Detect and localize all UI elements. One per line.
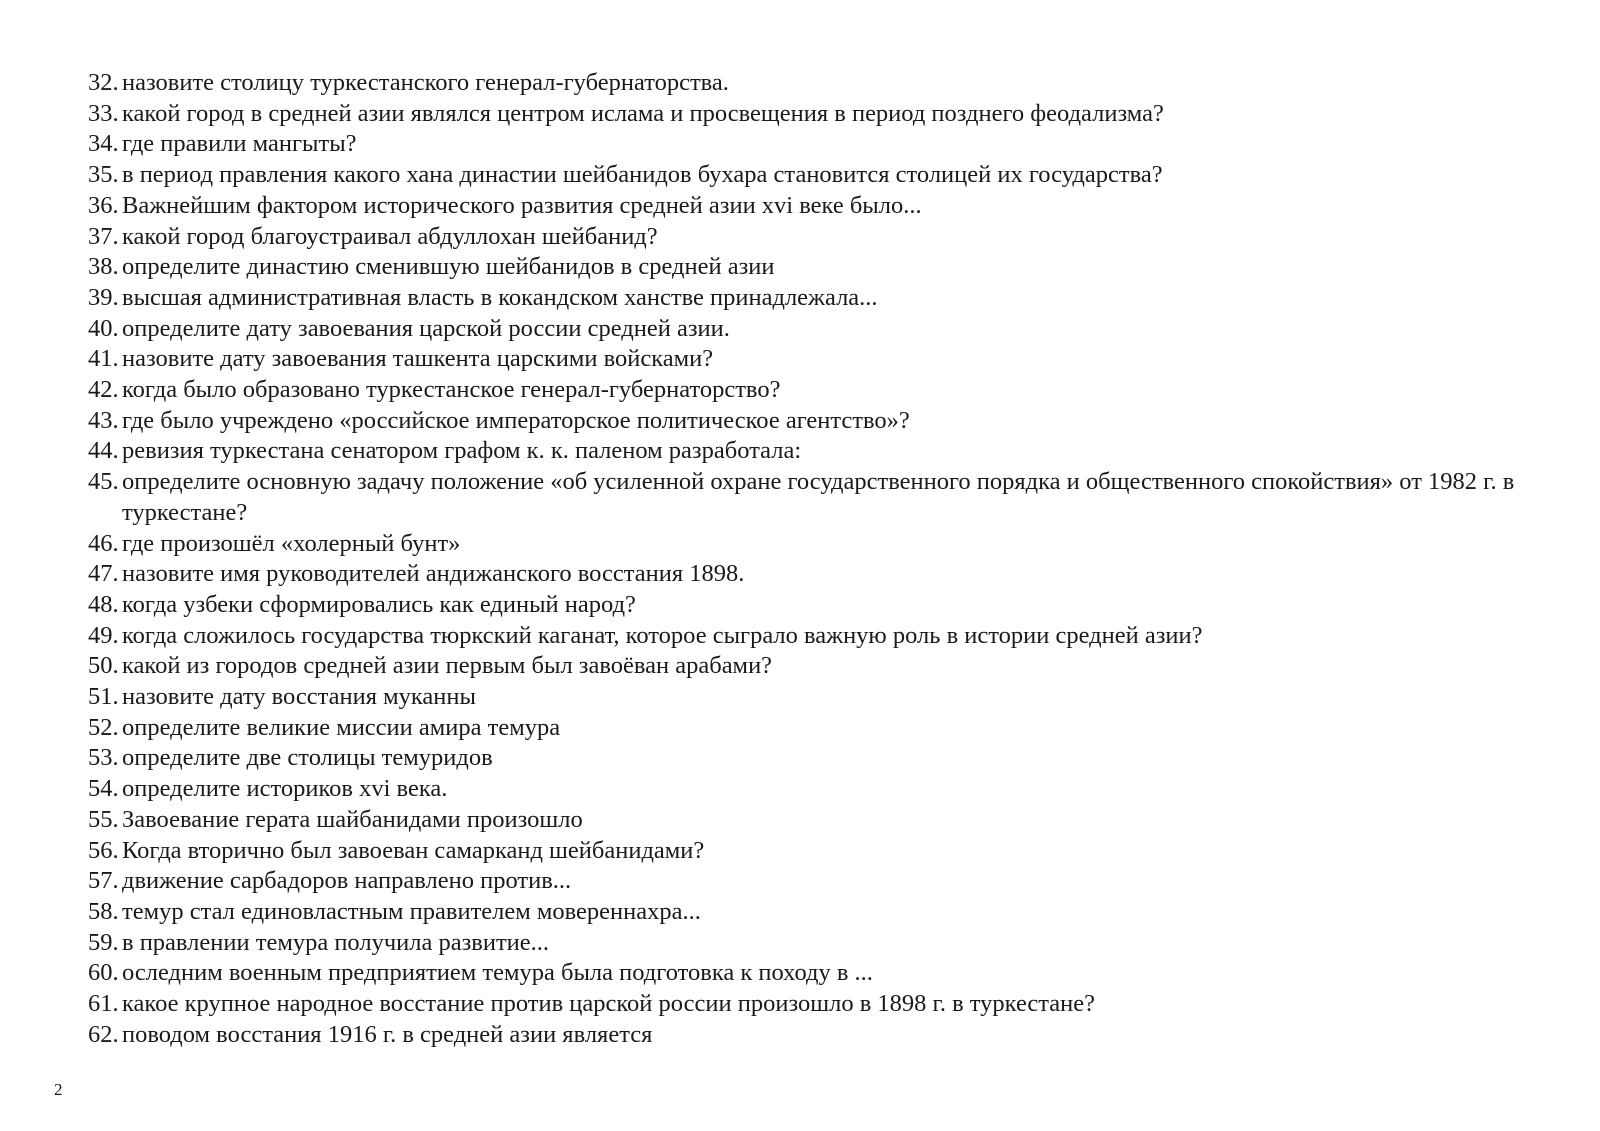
question-item [88, 99, 1578, 130]
question-text: какой город благоустраивал абдуллохан шейбанид? [122, 222, 658, 250]
question-number: 47. [88, 560, 119, 588]
question-number: 53. [88, 744, 119, 772]
question-text: где произошёл «холерный бунт» [122, 529, 461, 557]
question-number: 35. [88, 161, 119, 189]
question-number: 41. [88, 345, 119, 373]
question-item [88, 252, 1578, 283]
question-item [88, 621, 1578, 652]
question-number: 45. [88, 468, 119, 496]
question-item [88, 774, 1578, 805]
question-number: 54. [88, 775, 119, 803]
question-item [88, 191, 1578, 222]
question-text: назовите дату восстания муканны [122, 683, 476, 711]
question-item [88, 344, 1578, 375]
question-number: 62. [88, 1020, 119, 1048]
question-text: ревизия туркестана сенатором графом к. к. паленом разработала: [122, 437, 802, 465]
question-number: 44. [88, 437, 119, 465]
question-text: поводом восстания 1916 г. в средней азии является [122, 1020, 653, 1048]
question-text: когда сложилось государства тюркский каганат, которое сыграло важную роль в истории средней азии? [122, 621, 1203, 649]
question-text: какое крупное народное восстание против царской россии произошло в 1898 г. в туркестане? [122, 990, 1096, 1018]
question-number: 36. [88, 191, 119, 219]
question-text: где было учреждено «российское императорское политическое агентство»? [122, 406, 910, 434]
question-text: назовите столицу туркестанского генерал-губернаторства. [122, 69, 729, 96]
question-text: Когда вторично был завоеван самарканд шейбанидами? [122, 836, 705, 864]
question-text: где правили мангыты? [122, 130, 357, 158]
question-item [88, 559, 1578, 590]
question-item [88, 805, 1578, 836]
question-item [88, 836, 1578, 867]
question-item [88, 989, 1578, 1020]
question-text: Завоевание герата шайбанидами произошло [122, 805, 583, 833]
question-item [88, 590, 1578, 621]
question-item [88, 1020, 1578, 1051]
question-item [88, 283, 1578, 314]
question-item [88, 406, 1578, 437]
question-number: 33. [88, 99, 119, 127]
question-text: оследним военным предприятием темура была подготовка к походу в ... [122, 959, 873, 987]
question-number: 38. [88, 253, 119, 281]
question-text: определите историков xvi века. [122, 775, 448, 803]
question-text: определите великие миссии амира темура [122, 713, 561, 741]
question-list [88, 68, 1578, 1051]
question-number: 43. [88, 406, 119, 434]
question-text: в период правления какого хана династии шейбанидов бухара становится столицей их государства? [122, 161, 1163, 189]
question-item [88, 160, 1578, 191]
question-number: 59. [88, 928, 119, 956]
question-number: 52. [88, 713, 119, 741]
question-item [88, 375, 1578, 406]
question-text: определите дату завоевания царской россии средней азии. [122, 314, 730, 342]
question-text: определите основную задачу положение «об усиленной охране государственного порядка и общественного спокойствия» от 1982 г. в туркестане? [122, 468, 1515, 526]
question-number: 39. [88, 283, 119, 311]
question-item [88, 713, 1578, 744]
question-number: 34. [88, 130, 119, 158]
question-text: назовите имя руководителей андижанского восстания 1898. [122, 560, 745, 588]
question-item [88, 958, 1578, 989]
question-text: движение сарбадоров направлено против... [122, 867, 572, 895]
question-text: в правлении темура получила развитие... [122, 928, 550, 956]
question-number: 57. [88, 867, 119, 895]
question-number: 58. [88, 897, 119, 925]
question-text: Важнейшим фактором исторического развития средней азии xvi веке было... [122, 191, 922, 219]
question-number: 48. [88, 590, 119, 618]
question-item [88, 529, 1578, 560]
question-number: 46. [88, 529, 119, 557]
question-text: высшая административная власть в кокандском ханстве принадлежала... [122, 283, 878, 311]
question-text: какой город в средней азии являлся центром ислама и просвещения в период позднего феодализма? [122, 99, 1164, 127]
question-number: 40. [88, 314, 119, 342]
question-text: назовите дату завоевания ташкента царскими войсками? [122, 345, 714, 373]
question-number: 49. [88, 621, 119, 649]
question-item [88, 467, 1578, 528]
question-item [88, 129, 1578, 160]
question-number: 56. [88, 836, 119, 864]
question-item [88, 651, 1578, 682]
question-text: темур стал единовластным правителем мовереннахра... [122, 897, 701, 925]
question-number: 37. [88, 222, 119, 250]
question-text: какой из городов средней азии первым был завоёван арабами? [122, 652, 773, 680]
question-item [88, 866, 1578, 897]
page-number: 2 [54, 1080, 63, 1099]
question-text: когда было образовано туркестанское генерал-губернаторство? [122, 376, 781, 404]
question-number: 60. [88, 959, 119, 987]
question-number: 51. [88, 683, 119, 711]
question-item [88, 436, 1578, 467]
question-item [88, 682, 1578, 713]
question-item [88, 68, 1578, 99]
question-item [88, 897, 1578, 928]
question-item [88, 928, 1578, 959]
question-item [88, 743, 1578, 774]
question-text: когда узбеки сформировались как единый народ? [122, 590, 636, 618]
question-text: определите две столицы темуридов [122, 744, 493, 772]
question-item [88, 222, 1578, 253]
question-number: 50. [88, 652, 119, 680]
question-number: 55. [88, 805, 119, 833]
question-number: 32. [88, 69, 119, 96]
question-text: определите династию сменившую шейбанидов в средней азии [122, 253, 775, 281]
question-number: 42. [88, 376, 119, 404]
question-item [88, 314, 1578, 345]
question-number: 61. [88, 990, 119, 1018]
